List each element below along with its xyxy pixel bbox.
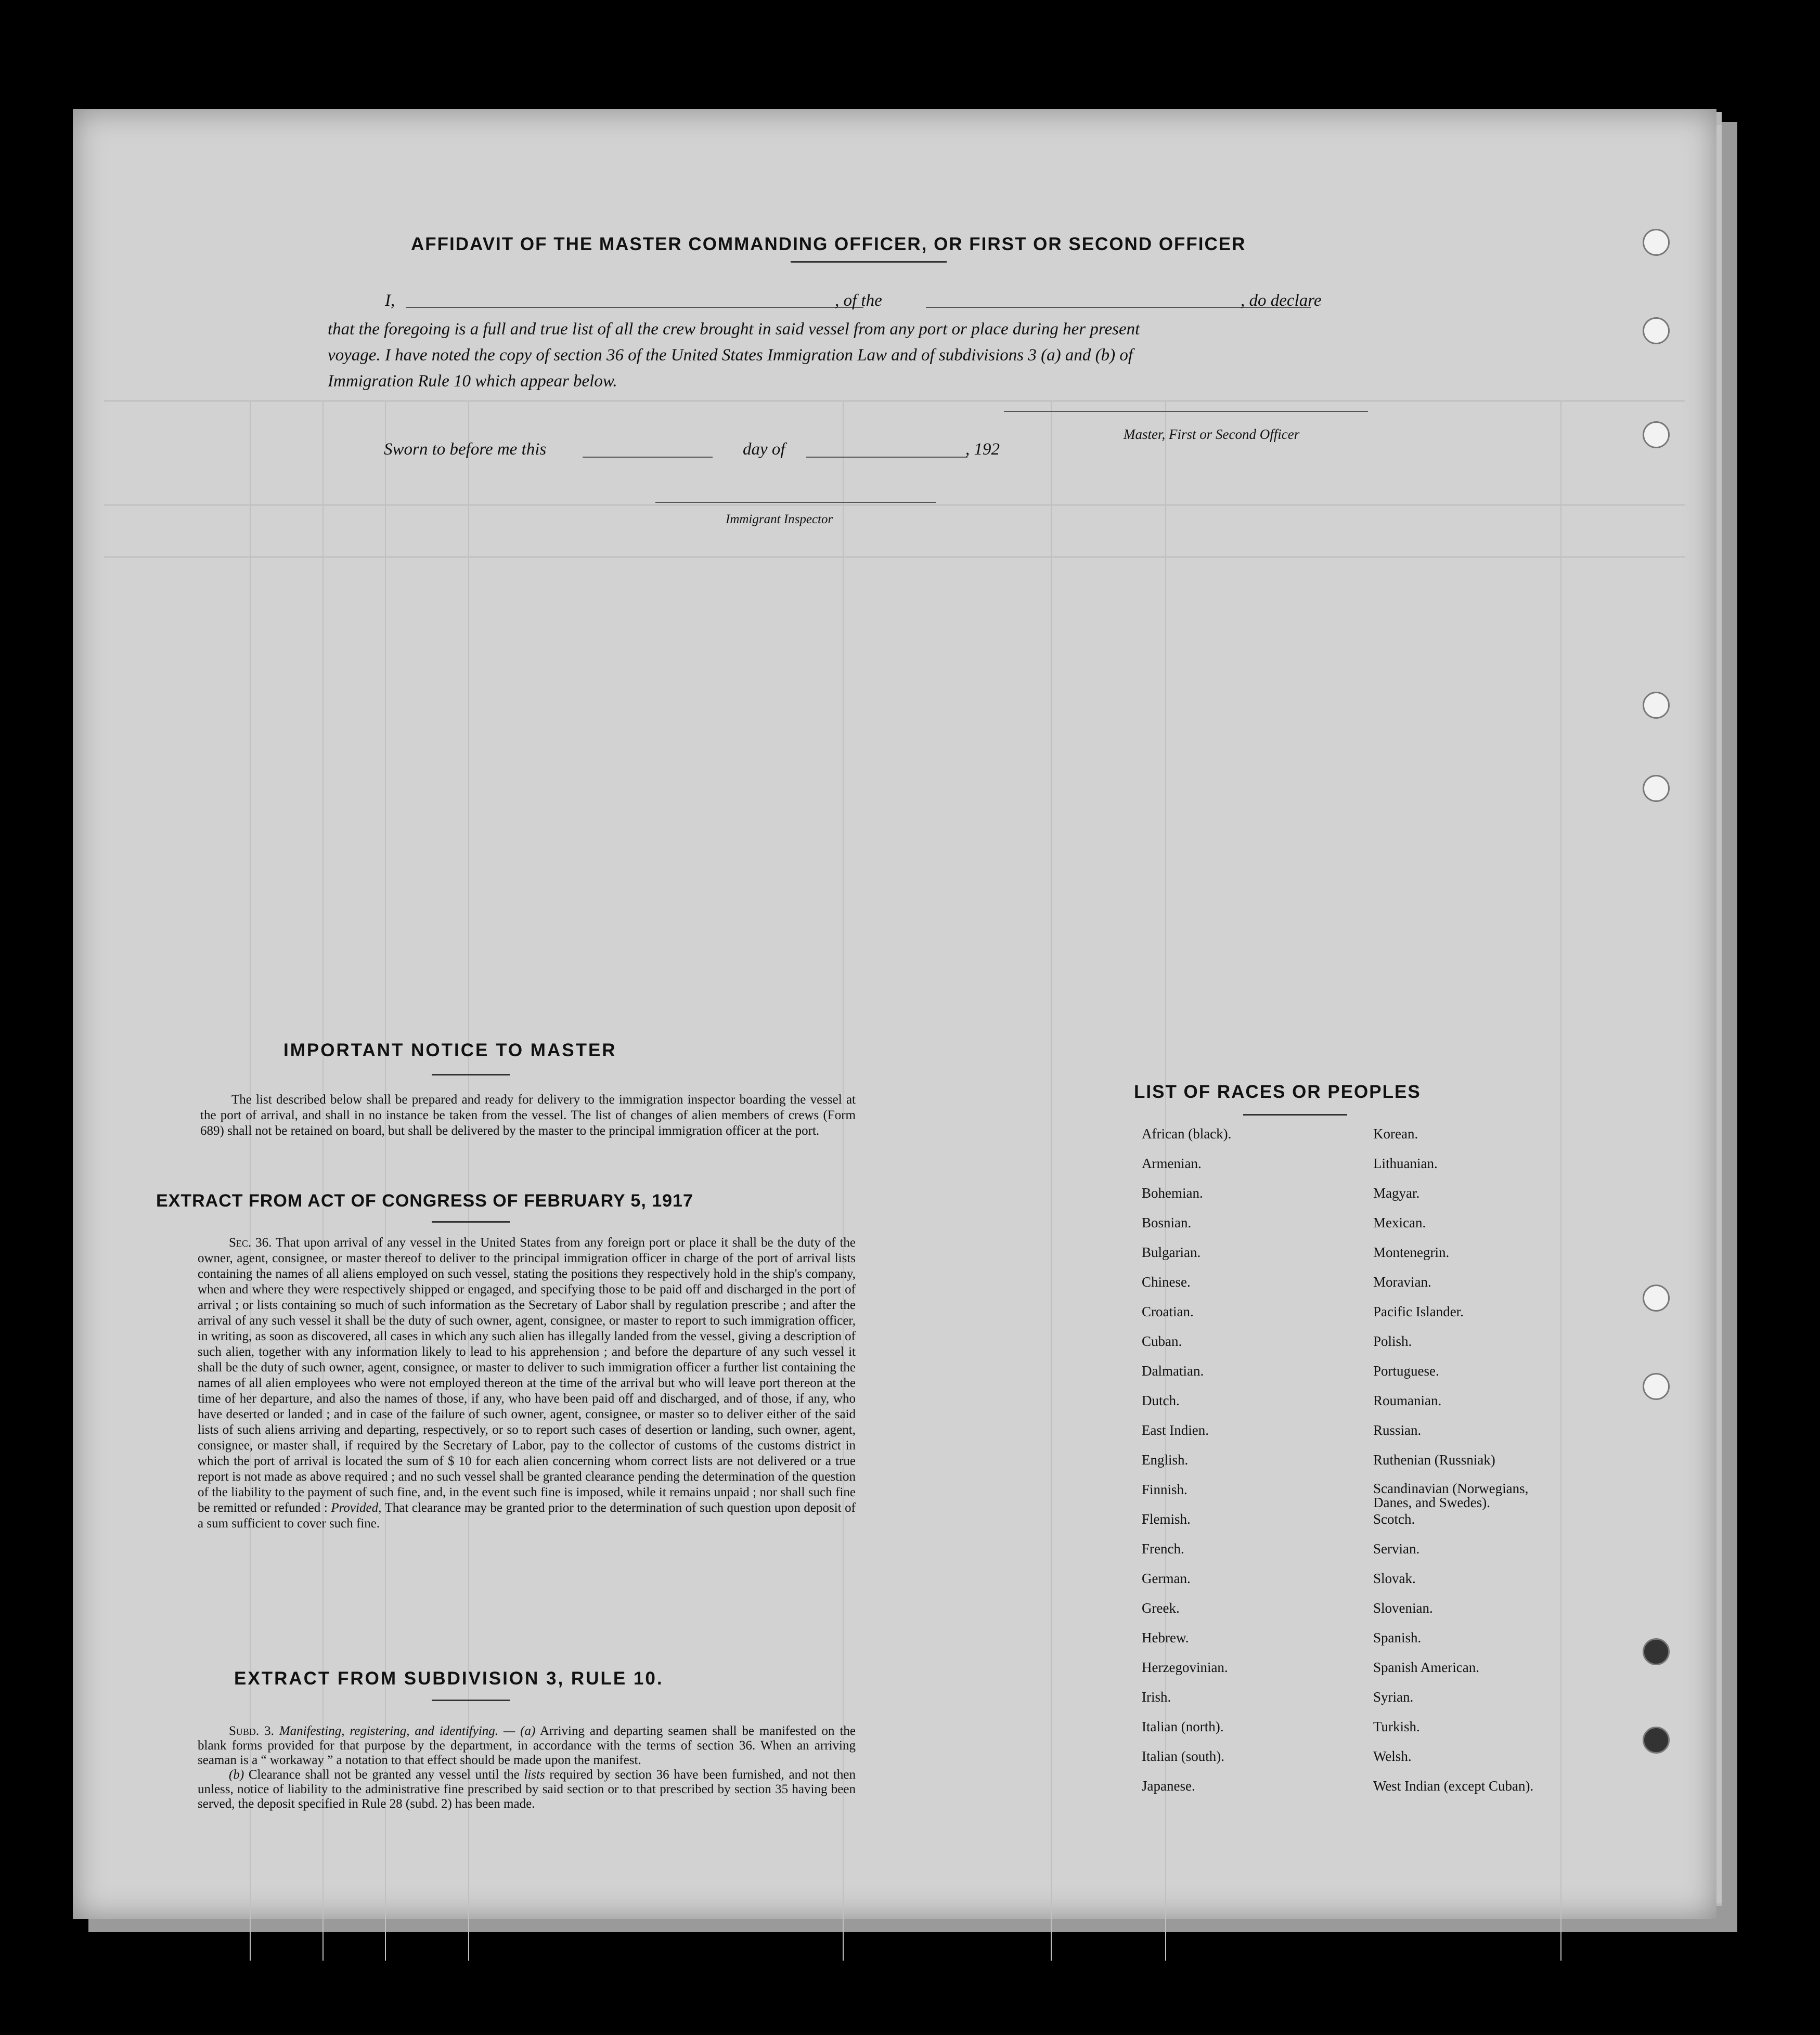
race-item: Mexican. [1373,1215,1426,1230]
sworn-day-blank[interactable] [583,457,713,458]
race-item: Pacific Islander. [1373,1304,1464,1319]
race-item: Montenegrin. [1373,1245,1450,1260]
sworn-month-blank[interactable] [806,457,967,458]
race-item: English. [1142,1452,1189,1468]
race-item: Hebrew. [1142,1630,1189,1645]
sworn-year: , 192 [965,440,1000,459]
sworn-day-of: day of [743,440,785,459]
race-item: Cuban. [1142,1333,1182,1349]
race-item: Dutch. [1142,1393,1180,1408]
act-title: EXTRACT FROM ACT OF CONGRESS OF FEBRUARY 5, 1917 [156,1191,693,1211]
punch-hole [1643,1373,1670,1400]
race-item: Greek. [1142,1600,1180,1616]
rule10-b-text2: required by section 36 have been furnished, and not then unless, notice of liability to the administrative fine prescribed by said section or to that prescribed by section 35 having been served, the deposit specified in Rule 28 (subd. 2) has been made. [198,1768,856,1811]
affidavit-line4: Immigration Rule 10 which appear below. [328,372,617,391]
name-blank[interactable] [406,307,863,308]
act-sec-label: Sec. 36. [229,1236,272,1250]
race-item: Bosnian. [1142,1215,1192,1230]
race-item: Scandinavian (Norwegians, Danes, and Swedes). [1373,1481,1529,1510]
race-item: Moravian. [1373,1274,1431,1290]
race-item: Roumanian. [1373,1393,1442,1408]
affidavit-line1-declare: , do declare [1241,291,1322,310]
punch-hole [1643,317,1670,344]
punch-hole [1643,1638,1670,1665]
race-item: Ruthenian (Russniak) [1373,1452,1495,1468]
act-text-proviso: That clearance may be granted prior to the determination of such question upon deposit of a sum sufficient to cover such fine. [198,1501,856,1531]
document-page [73,109,1716,1919]
rule10-text [198,1724,856,1811]
punch-hole [1643,692,1670,719]
notice-text-body: The list described below shall be prepared and ready for delivery to the immigration inspector boarding the vessel at the port of arrival, and shall in no instance be taken from the vessel. The list of changes of alien members of crews (Form 689) shall not be retained on board, but shall be delivered by the master to the principal immigration officer at the port. [200,1093,856,1138]
race-item: Portuguese. [1373,1363,1439,1379]
race-item: Irish. [1142,1689,1171,1705]
affidavit-line2: that the foregoing is a full and true list of all the crew brought in said vessel from any port or place during her present [328,320,1140,339]
act-title-underline [432,1221,510,1223]
race-item: Bohemian. [1142,1185,1203,1201]
race-item: Scotch. [1373,1511,1415,1527]
race-item: Lithuanian. [1373,1156,1438,1171]
race-item: German. [1142,1571,1191,1586]
race-item: Syrian. [1373,1689,1414,1705]
race-item: Slovenian. [1373,1600,1433,1616]
rule10-b-lists: lists [524,1768,545,1782]
rule10-title: EXTRACT FROM SUBDIVISION 3, RULE 10. [234,1668,664,1689]
race-item: Finnish. [1142,1482,1187,1497]
notice-text [200,1092,856,1139]
act-text [198,1235,856,1532]
affidavit-title: AFFIDAVIT OF THE MASTER COMMANDING OFFICER, OR FIRST OR SECOND OFFICER [411,234,1246,254]
punch-hole [1643,1285,1670,1312]
master-signature-line[interactable] [1004,411,1368,412]
sworn-text: Sworn to before me this [384,440,547,459]
race-item: Spanish American. [1373,1660,1479,1675]
race-item: Russian. [1373,1422,1422,1438]
races-title-underline [1243,1114,1347,1116]
race-item: Welsh. [1373,1748,1412,1764]
race-item: Chinese. [1142,1274,1191,1290]
affidavit-line1-i: I, [385,291,395,310]
notice-title-underline [432,1074,510,1075]
act-text-body: That upon arrival of any vessel in the United States from any foreign port or place it shall be the duty of the owner, agent, consignee, or master thereof to deliver to the principal immigration officer in charge of the port of arrival lists containing the names of all aliens employed on such vessel, stating the positions they respectively hold in the ship's company, when and where they were respectively shipped or engaged, and specifying those to be paid off and discharged in the port of arrival ; or lists containing so much of such information as the Secretary of Labor shall by regulation prescribe ; and after the arrival of any such vessel it shall be the duty of such owner, agent, consignee, or master to report to such immigration officer, in writing, as soon as discovered, all cases in which any such alien has illegally landed from the vessel, giving a description of such alien, together with any information likely to lead to his apprehension ; and before the departure of any such vessel it shall be the duty of such owner, agent, consignee, or master to deliver to such immigration officer a further list containing the names of all alien employees who were not employed thereon at the time of the arrival but who will leave port thereon at the time of her departure, and also the names of those, if any, who have been paid off and discharged, and of those, if any, who have deserted or landed ; and in case of the failure of such owner, agent, consignee, or master so to deliver either of the said lists of such aliens arriving and departing, respectively, or so to report such cases of desertion or landing, such owner, agent, consignee, or master shall, if required by the Secretary of Labor, pay to the collector of customs of the customs district in which the port of arrival is located the sum of $ 10 for each alien concerning whom correct lists are not delivered or a true report is not made as above required ; and no such vessel shall be granted clearance pending the determination of the question of the liability to the payment of such fine, and, in the event such fine is imposed, while it remains unpaid ; nor shall such fine be remitted or refunded : [198,1236,856,1515]
race-item: Herzegovinian. [1142,1660,1228,1675]
rule10-a-label: — (a) [503,1724,536,1738]
race-item: Armenian. [1142,1156,1202,1171]
act-proviso-label: Provided, [331,1501,382,1515]
race-item: East Indien. [1142,1422,1209,1438]
rule10-a-text: Arriving and departing seamen shall be manifested on the blank forms provided for that purpose by the department, in accordance with the terms of section 36. When an arriving seaman is a “ workaway ” a notation to that effect should be made upon the manifest. [198,1724,856,1767]
race-item: Turkish. [1373,1719,1420,1734]
race-item: African (black). [1142,1126,1232,1142]
rule10-b-text1: Clearance shall not be granted any vessel until the [248,1768,520,1782]
punch-hole [1643,229,1670,256]
race-item: Italian (south). [1142,1748,1224,1764]
rule10-b-label: (b) [229,1768,244,1782]
rule10-title-underline [432,1700,510,1701]
race-item: West Indian (except Cuban). [1373,1778,1534,1794]
race-item: Dalmatian. [1142,1363,1204,1379]
inspector-signature-line[interactable] [655,502,936,503]
race-item: Korean. [1373,1126,1418,1142]
rule10-subd-title: Manifesting, registering, and identifying. [279,1724,499,1738]
rule10-subd-label: Subd. 3. [229,1724,274,1738]
punch-hole [1643,1727,1670,1754]
race-item: Italian (north). [1142,1719,1224,1734]
master-label: Master, First or Second Officer [1124,426,1300,442]
race-item: Polish. [1373,1333,1412,1349]
punch-hole [1643,421,1670,448]
race-item: Bulgarian. [1142,1245,1201,1260]
affidavit-line3: voyage. I have noted the copy of section 36 of the United States Immigration Law and of subdivisions 3 (a) and (b) of [328,346,1133,365]
race-item: Flemish. [1142,1511,1191,1527]
punch-hole [1643,775,1670,802]
affidavit-line1-of: , of the [835,291,882,310]
race-item: Japanese. [1142,1778,1195,1794]
race-item: Servian. [1373,1541,1420,1557]
race-item: French. [1142,1541,1184,1557]
race-item: Spanish. [1373,1630,1422,1645]
race-item: Croatian. [1142,1304,1194,1319]
affidavit-title-underline [791,261,947,263]
race-item: Slovak. [1373,1571,1416,1586]
inspector-label: Immigrant Inspector [726,512,833,526]
notice-title: IMPORTANT NOTICE TO MASTER [283,1040,617,1060]
races-title: LIST OF RACES OR PEOPLES [1134,1082,1421,1102]
race-item: Magyar. [1373,1185,1420,1201]
